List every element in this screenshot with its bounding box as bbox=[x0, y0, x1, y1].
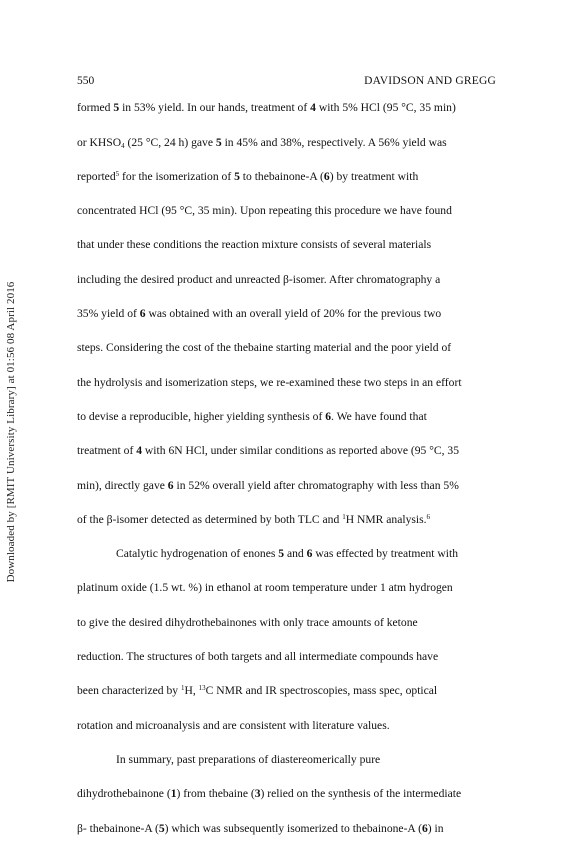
text-line-4: concentrated HCl (95 °C, 35 min). Upon repeating this procedure we have found bbox=[77, 204, 452, 217]
text-line-10: to devise a reproducible, higher yielding synthesis of 6. We have found that bbox=[77, 410, 427, 423]
text-line-14: Catalytic hydrogenation of enones 5 and 6 was effected by treatment with bbox=[116, 547, 459, 560]
text-line-20: In summary, past preparations of diastereomerically pure bbox=[116, 753, 381, 766]
text-line-16: to give the desired dihydrothebainones with only trace amounts of ketone bbox=[77, 616, 418, 629]
text-line-11: treatment of 4 with 6N HCl, under similar conditions as reported above (95 °C, 35 bbox=[77, 444, 460, 457]
text-line-8: steps. Considering the cost of the thebaine starting material and the poor yield of bbox=[77, 341, 452, 354]
text-line-22: β- thebainone-A (5) which was subsequently isomerized to thebainone-A (6) in bbox=[77, 822, 444, 835]
text-line-19: rotation and microanalysis and are consistent with literature values. bbox=[77, 719, 390, 732]
text-line-1: formed 5 in 53% yield. In our hands, treatment of 4 with 5% HCl (95 °C, 35 min) bbox=[77, 101, 456, 114]
text-line-3: reported$^5$ for the isomerization of 5 to thebainone-A (6) by treatment with bbox=[77, 170, 419, 183]
text-line-21: dihydrothebainone (1) from thebaine (3) relied on the synthesis of the intermediate bbox=[77, 787, 462, 800]
page-number: 550 bbox=[77, 75, 95, 87]
download-notice bbox=[0, 0, 22, 864]
text-line-17: reduction. The structures of both targets and all intermediate compounds have bbox=[77, 650, 439, 663]
text-line-15: platinum oxide (1.5 wt. %) in ethanol at room temperature under 1 atm hydrogen bbox=[77, 581, 453, 594]
text-line-5: that under these conditions the reaction mixture consists of several materials bbox=[77, 238, 432, 251]
text-line-6: including the desired product and unreacted β-isomer. After chromatography a bbox=[77, 273, 441, 286]
download-notice-text: Downloaded by [RMIT University Library] at 01:56 08 April 2016 bbox=[5, 281, 17, 583]
text-line-18: been characterized by $^1$H, $^{13}$C NMR and IR spectroscopies, mass spec, optical bbox=[77, 684, 438, 697]
text-line-12: min), directly gave 6 in 52% overall yield after chromatography with less than 5% bbox=[77, 479, 459, 492]
text-line-13: of the β-isomer detected as determined by both TLC and $^1$H NMR analysis.$^6$ bbox=[77, 513, 431, 526]
text-line-2: or $KHSO_4$ (25 °C, 24 h) gave 5 in 45% and 38%, respectively. A 56% yield was bbox=[77, 136, 447, 150]
text-line-7: 35% yield of 6 was obtained with an overall yield of 20% for the previous two bbox=[77, 307, 442, 320]
text-line-9: the hydrolysis and isomerization steps, we re-examined these two steps in an effort bbox=[77, 376, 462, 389]
running-head: DAVIDSON AND GREGG bbox=[364, 75, 496, 87]
